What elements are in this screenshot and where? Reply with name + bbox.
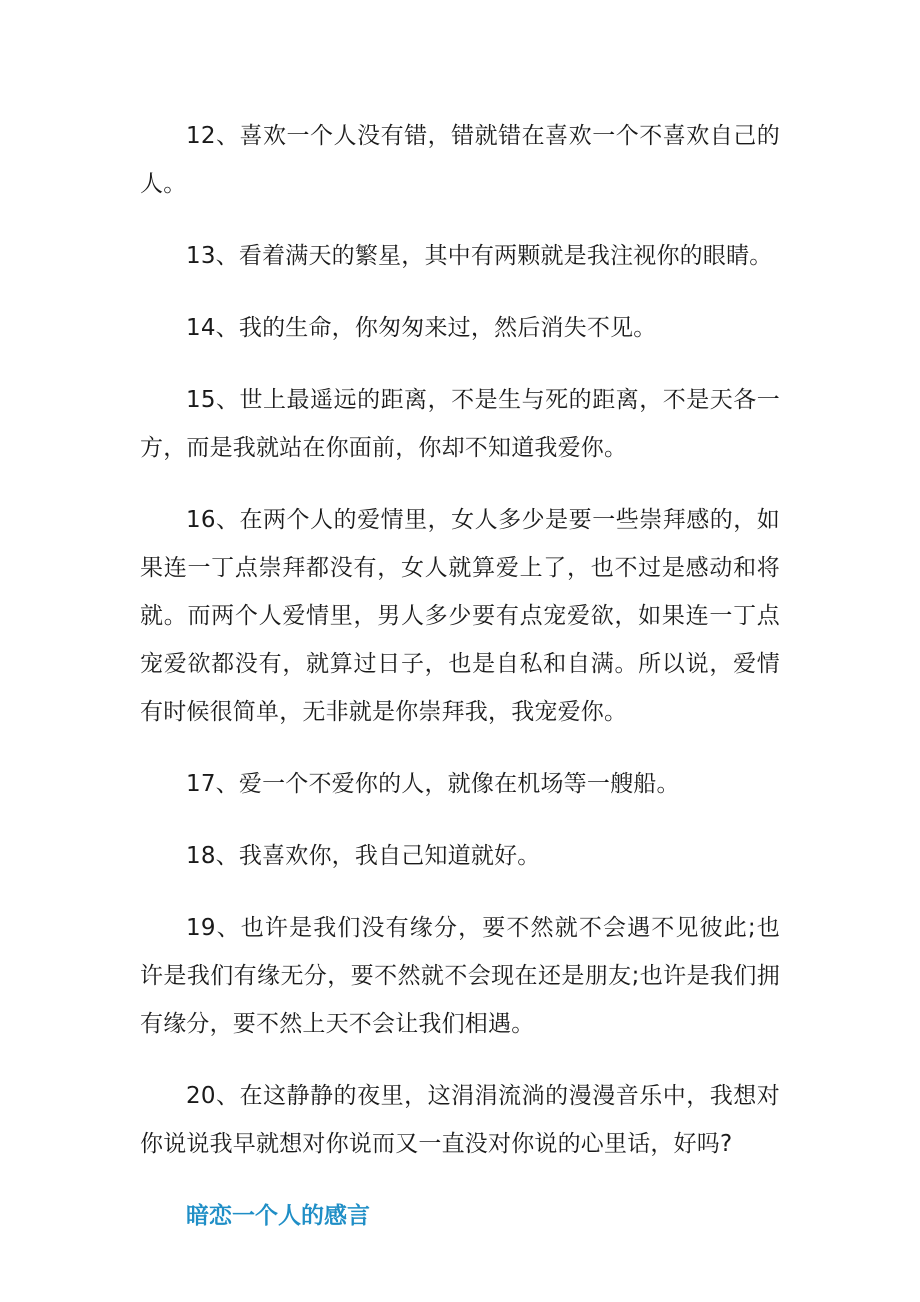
paragraph-12: 12、喜欢一个人没有错，错就错在喜欢一个不喜欢自己的人。 [140,123,780,197]
paragraph-15: 15、世上最遥远的距离，不是生与死的距离，不是天各一方，而是我就站在你面前，你却不知道我爱你。 [140,387,780,461]
paragraph-14: 14、我的生命，你匆匆来过，然后消失不见。 [186,315,657,341]
paragraph-19: 19、也许是我们没有缘分，要不然就不会遇不见彼此;也许是我们有缘无分，要不然就不会现在还是朋友;也许是我们拥有缘分，要不然上天不会让我们相遇。 [140,915,780,1037]
paragraph-13: 13、看着满天的繁星，其中有两颗就是我注视你的眼睛。 [186,243,773,269]
paragraph-17: 17、爱一个不爱你的人，就像在机场等一艘船。 [186,771,680,797]
paragraph-18: 18、我喜欢你，我自己知道就好。 [186,843,541,869]
paragraph-16: 16、在两个人的爱情里，女人多少是要一些崇拜感的，如果连一丁点崇拜都没有，女人就算爱上了，也不过是感动和将就。而两个人爱情里，男人多少要有点宠爱欲，如果连一丁点宠爱欲都没有，就算过日子，也是自私和自满。所以说，爱情有时候很简单，无非就是你崇拜我，我宠爱你。 [140,507,780,725]
section-heading: 暗恋一个人的感言 [186,1203,370,1229]
paragraph-20: 20、在这静静的夜里，这涓涓流淌的漫漫音乐中，我想对你说说我早就想对你说而又一直没对你说的心里话，好吗? [140,1083,780,1157]
